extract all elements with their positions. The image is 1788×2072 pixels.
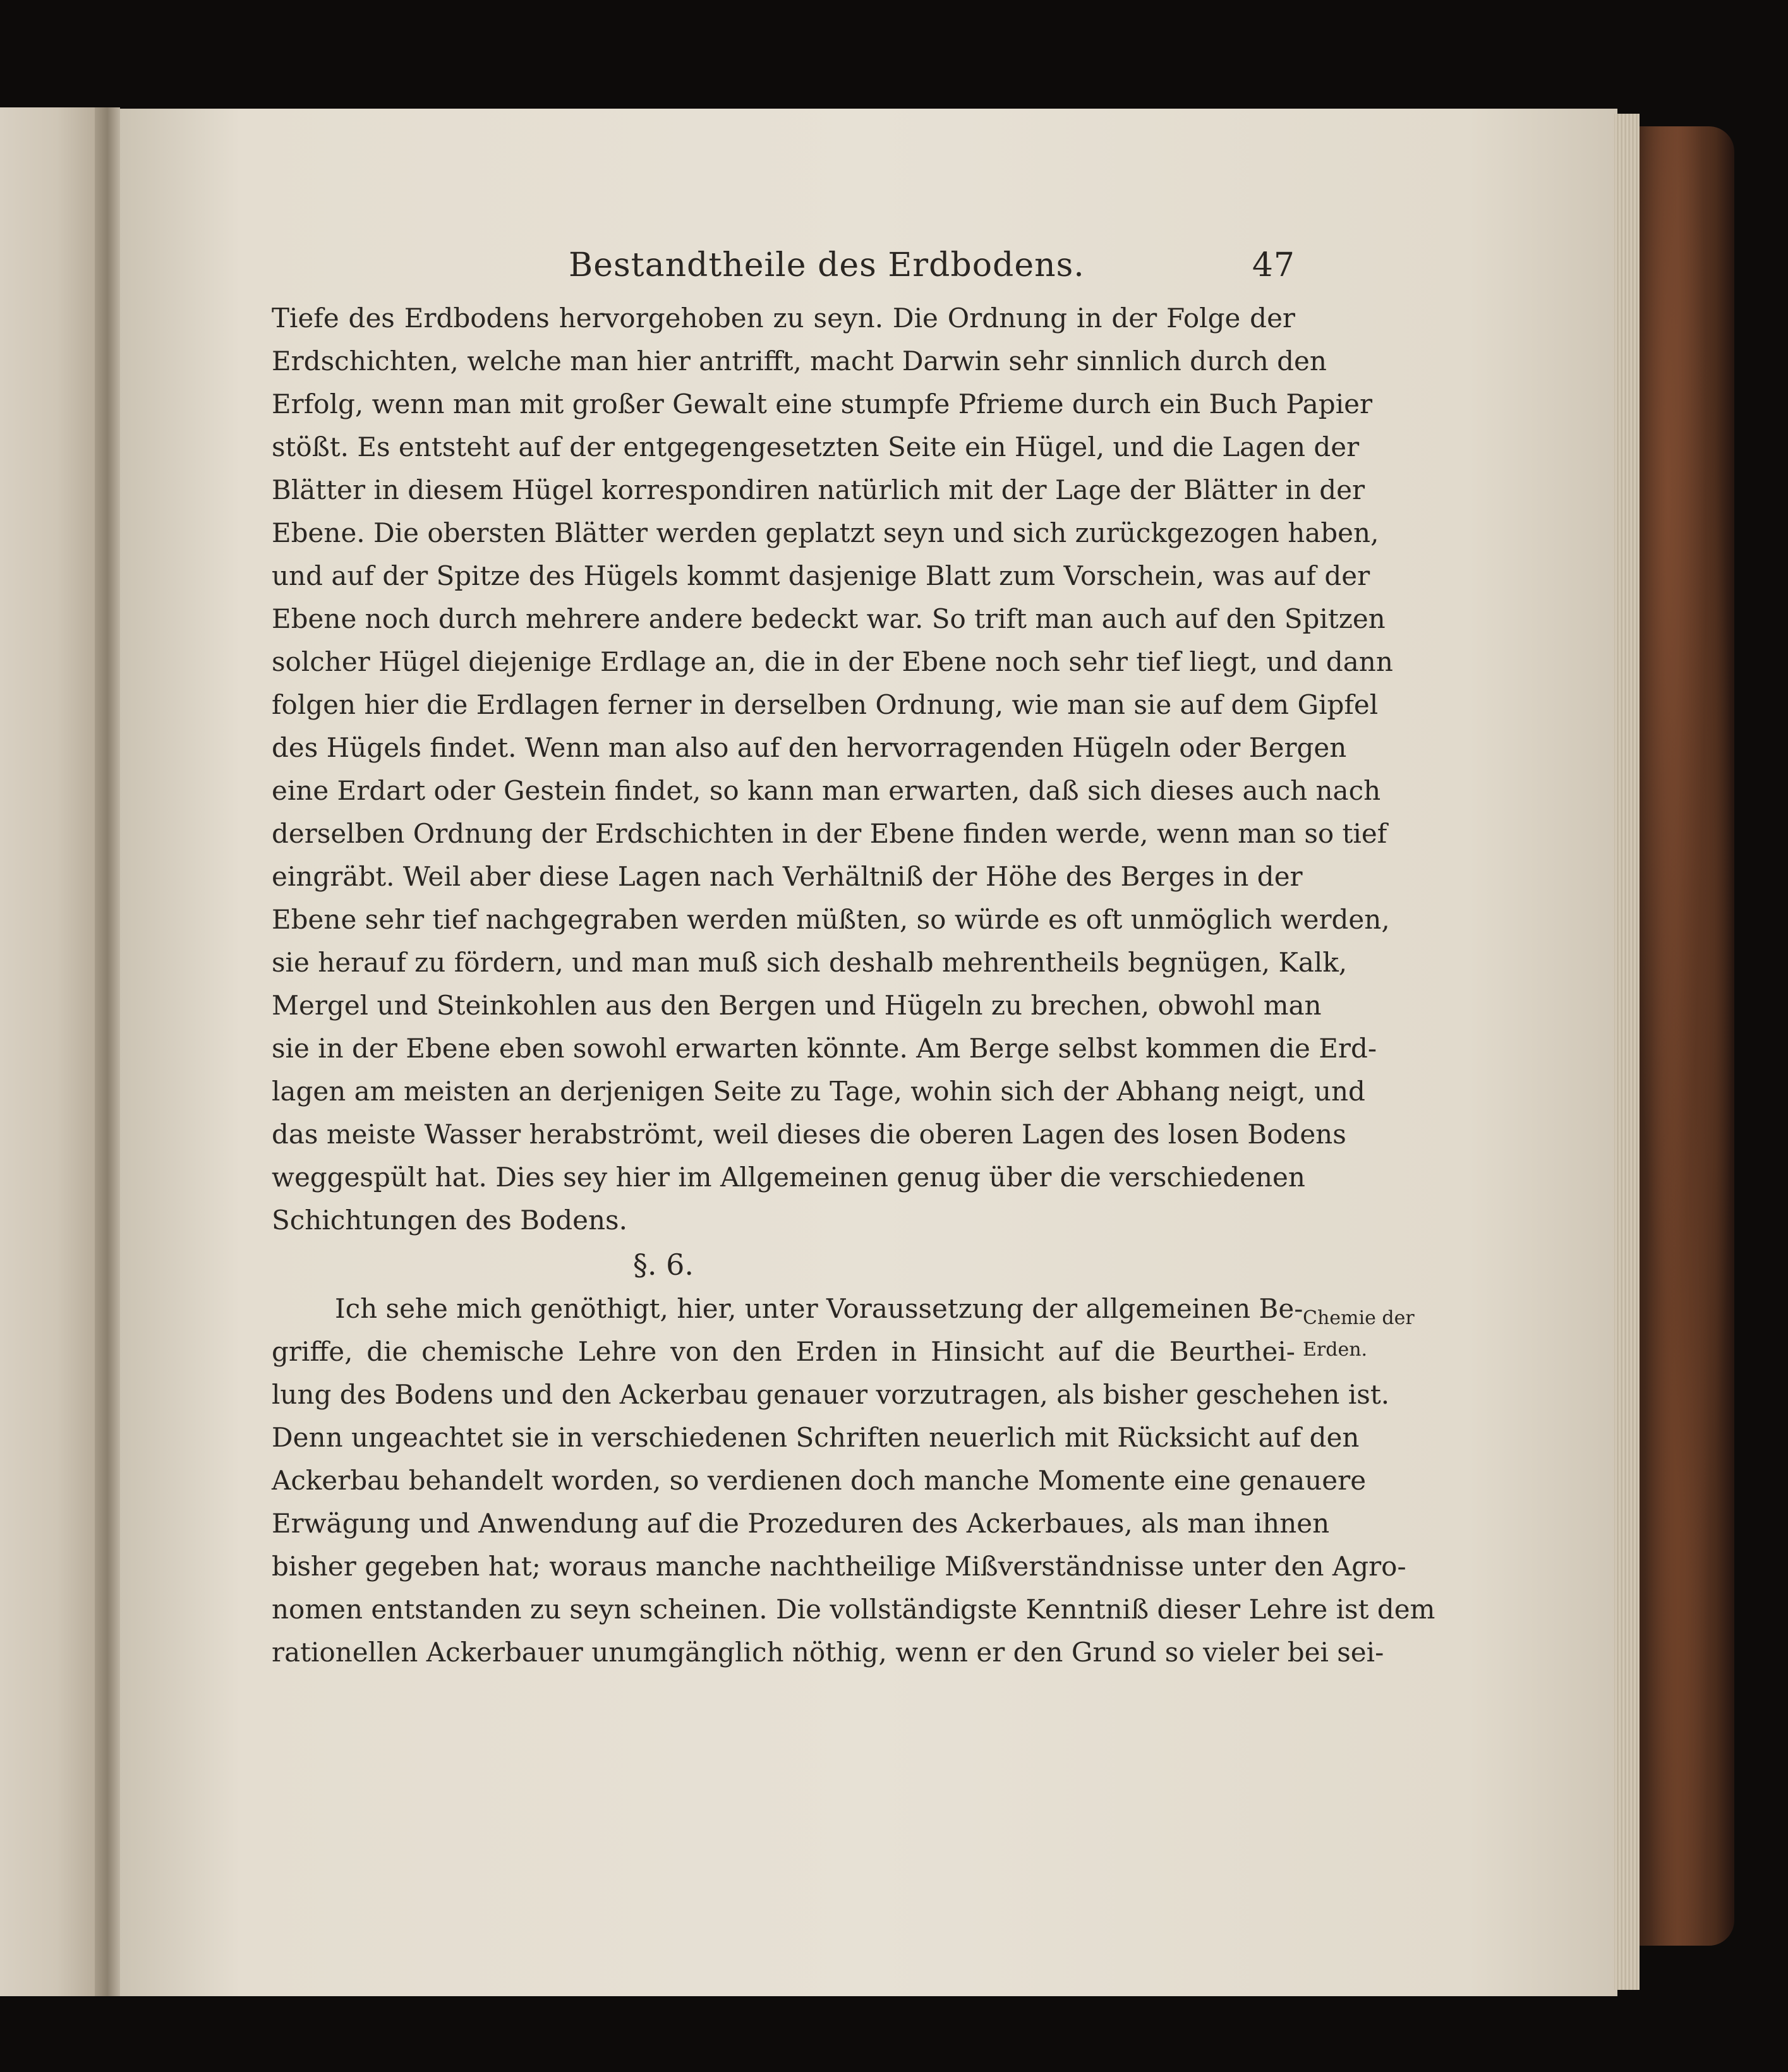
text-line: solcher Hügel diejenige Erdlage an, die in der Ebene noch sehr tief liegt, und dann [272,646,1393,677]
text-line: Schichtungen des Bodens. [272,1205,627,1236]
text-line: stößt. Es entsteht auf der entgegengesetzten Seite ein Hügel, und die Lagen der [272,431,1360,462]
text-line: lagen am meisten an derjenigen Seite zu Tage, wohin sich der Abhang neigt, und [272,1076,1365,1107]
text-line: Erwägung und Anwendung auf die Prozeduren des Ackerbaues, als man ihnen [272,1508,1330,1539]
text-line: Ebene noch durch mehrere andere bedeckt war. So trift man auch auf den Spitzen [272,603,1386,634]
marginal-note-line: Chemie der [1303,1307,1415,1329]
page-header [272,246,1295,297]
text-line: Ackerbau behandelt worden, so verdienen doch manche Momente eine genauere [272,1465,1367,1496]
text-line: Ebene sehr tief nachgegraben werden müßten, so würde es oft unmöglich werden, [272,904,1390,935]
text-line: Ich sehe mich genöthigt, hier, unter Voraussetzung der allgemeinen Be- [335,1293,1303,1324]
paragraph-1 [272,297,1393,1242]
leather-binding [1640,126,1734,1946]
text-line: Blätter in diesem Hügel korrespondiren natürlich mit der Lage der Blätter in der [272,474,1365,505]
text-line: folgen hier die Erdlagen ferner in derselben Ordnung, wie man sie auf dem Gipfel [272,689,1379,720]
text-line: Denn ungeachtet sie in verschiedenen Schriften neuerlich mit Rücksicht auf den [272,1422,1360,1453]
text-line: Mergel und Steinkohlen aus den Bergen und Hügeln zu brechen, obwohl man [272,990,1322,1021]
text-line: eine Erdart oder Gestein findet, so kann man erwarten, daß sich dieses auch nach [272,775,1381,806]
text-line: Tiefe des Erdbodens hervorgehoben zu seyn. Die Ordnung in der Folge der [272,303,1295,334]
marginal-note [1303,1303,1415,1366]
text-line: bisher gegeben hat; woraus manche nachtheilige Mißverständnisse unter den Agro- [272,1551,1406,1582]
text-line: und auf der Spitze des Hügels kommt dasjenige Blatt zum Vorschein, was auf der [272,560,1370,591]
page-edges [1614,114,1640,1990]
text-line: Erfolg, wenn man mit großer Gewalt eine stumpfe Pfrieme durch ein Buch Papier [272,388,1373,419]
text-line: sie herauf zu fördern, und man muß sich deshalb mehrentheils begnügen, Kalk, [272,947,1348,978]
text-line: rationellen Ackerbauer unumgänglich nöthig, wenn er den Grund so vieler bei sei- [272,1637,1384,1668]
text-line: derselben Ordnung der Erdschichten in der Ebene finden werde, wenn man so tief [272,818,1387,849]
text-line: sie in der Ebene eben sowohl erwarten könnte. Am Berge selbst kommen die Erd- [272,1033,1377,1064]
text-line: das meiste Wasser herabströmt, weil dieses die oberen Lagen des losen Bodens [272,1119,1346,1150]
book-gutter [95,107,120,1996]
running-head: Bestandtheile des Erdbodens. [569,246,1085,284]
text-line: weggespült hat. Dies sey hier im Allgemeinen genug über die verschiedenen [272,1162,1305,1193]
text-line: lung des Bodens und den Ackerbau genauer vorzutragen, als bisher geschehen ist. [272,1379,1390,1410]
left-page-edge [0,107,95,1996]
section-heading: §. 6. [632,1248,694,1282]
text-line: griffe, die chemische Lehre von den Erden in Hinsicht auf die Beurthei- [272,1336,1295,1367]
text-line: Erdschichten, welche man hier antrifft, macht Darwin sehr sinnlich durch den [272,346,1327,376]
text-line: nomen entstanden zu seyn scheinen. Die vollständigste Kenntniß dieser Lehre ist dem [272,1594,1435,1625]
text-line: eingräbt. Weil aber diese Lagen nach Verhältniß der Höhe des Berges in der [272,861,1303,892]
page-number: 47 [1252,246,1295,284]
marginal-note-line: Erden. [1303,1339,1368,1361]
text-line: Ebene. Die obersten Blätter werden geplatzt seyn und sich zurückgezogen haben, [272,517,1379,548]
text-line: des Hügels findet. Wenn man also auf den hervorragenden Hügeln oder Bergen [272,732,1347,763]
